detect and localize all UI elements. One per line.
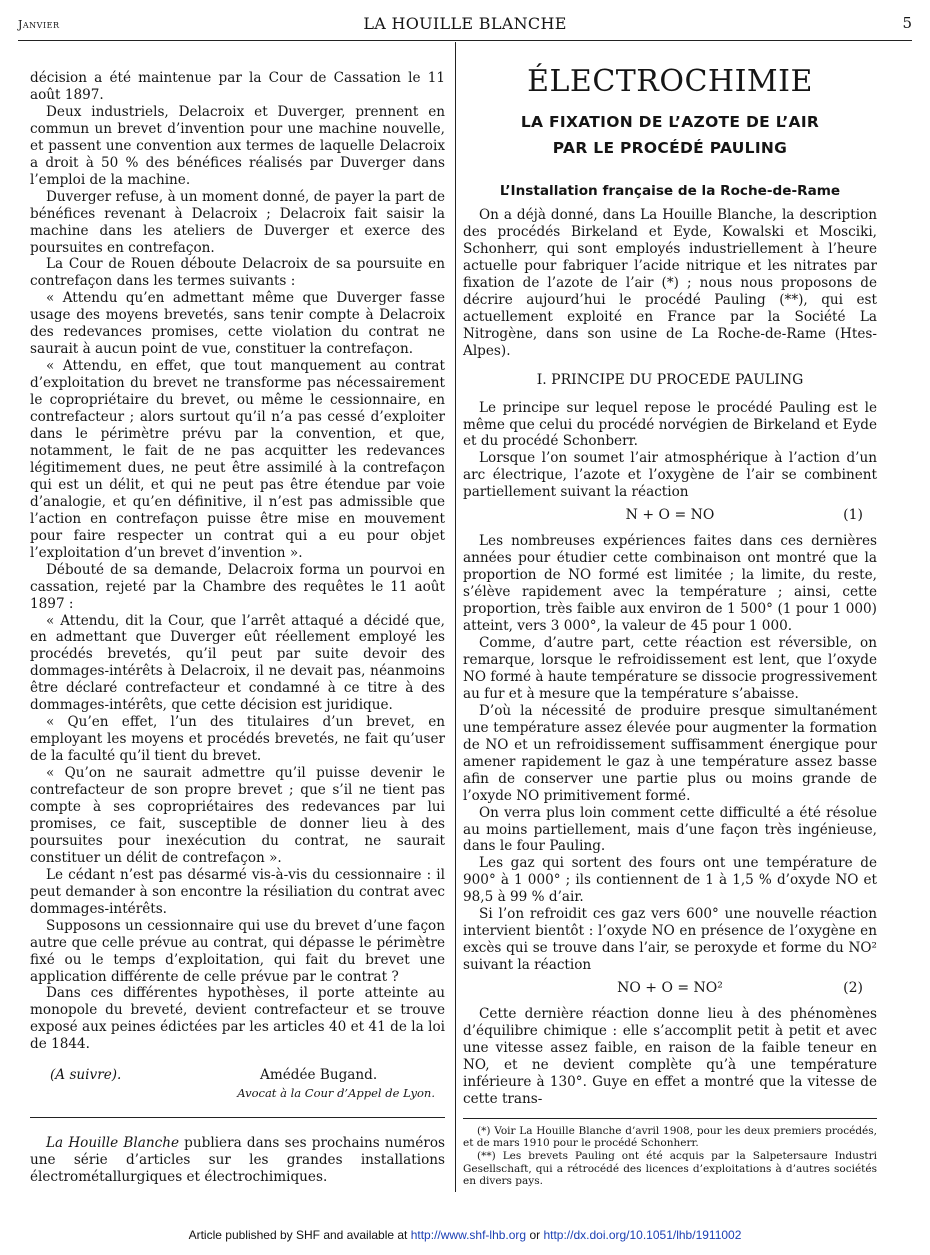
paragraph: On verra plus loin comment cette difficulté a été résolue au moins partiellement, mais d’une façon très ingénieuse, dans le four Pauling. xyxy=(463,804,877,855)
publication-credit xyxy=(0,1228,930,1242)
equation-number: (1) xyxy=(843,507,863,524)
quote-paragraph: « Qu’en effet, l’un des titulaires d’un brevet, en employant les moyens et procédés brevetés, ne fait qu’user de la faculté qu’il tient du brevet. xyxy=(30,714,445,765)
quote-paragraph: « Attendu qu’en admettant même que Duverger fasse usage des moyens brevetés, sans tenir compte à Delacroix des redevances promises, cette violation du contrat ne saurait à aucun point de vue, constituer la contrefaçon. xyxy=(30,290,445,358)
paragraph: Cette dernière réaction donne lieu à des phénomènes d’équilibre chimique : elle s’accomplit petit à petit et avec une vitesse assez faible, en raison de la faible teneur en NO, et ne devient complète qu’à une température inférieure à 130°. Guye en effet a montré que la vitesse de cette trans- xyxy=(463,1006,877,1107)
article-title-line1: LA FIXATION DE L’AZOTE DE L’AIR xyxy=(520,113,820,131)
left-column xyxy=(30,70,445,1186)
paragraph: Comme, d’autre part, cette réaction est réversible, on remarque, lorsque le refroidissement est lent, que l’oxyde NO formé à haute température se dissocie progressivement au fur et à mesure que la température s’abaisse. xyxy=(463,635,877,702)
paragraph: Débouté de sa demande, Delacroix forma un pourvoi en cassation, rejeté par la Chambre des requêtes le 11 août 1897 : xyxy=(30,561,445,612)
journal-title: LA HOUILLE BLANCHE xyxy=(363,14,567,33)
paragraph: Si l’on refroidit ces gaz vers 600° une nouvelle réaction intervient bientôt : l’oxyde NO en présence de l’oxygène en excès qui se trouve dans l’air, se peroxyde et forme du NO² suivant la réaction xyxy=(463,906,877,974)
notice-journal-name: La Houille Blanche xyxy=(46,1135,179,1152)
notice-separator xyxy=(30,1117,445,1118)
author-name: Amédée Bugand. xyxy=(260,1067,378,1084)
page-number: 5 xyxy=(902,14,912,32)
quote-paragraph: « Qu’on ne saurait admettre qu’il puisse devenir le contrefacteur de son propre brevet ; que s’il ne tient pas compte à ses copropriétaires des redevances par lui promises, ce fait, susceptible de donner lieu à des poursuites pour inexécution du contrat, ne saurait constituer un délit de contrefaçon ». xyxy=(30,765,445,866)
paragraph: Le cédant n’est pas désarmé vis-à-vis du cessionnaire : il peut demander à son encontre la résiliation du contrat avec dommages-intérêts. xyxy=(30,866,445,917)
paragraph: Le principe sur lequel repose le procédé Pauling est le même que celui du procédé norvégien de Birkeland et Eyde et du procédé Schonberr. xyxy=(463,399,877,450)
header-rule xyxy=(18,40,912,41)
equation-2 xyxy=(463,980,877,998)
paragraph: Les gaz qui sortent des fours ont une température de 900° à 1 000° ; ils contiennent de 1 à 1,5 % d’oxyde NO et 98,5 à 99 % d’air. xyxy=(463,855,877,906)
equation-expression: NO + O = NO² xyxy=(617,980,723,997)
footnote: (*) Voir La Houille Blanche d’avril 1908, pour les deux premiers procédés, et de mars 1910 pour le procédé Schonherr. xyxy=(463,1124,877,1150)
paragraph: Deux industriels, Delacroix et Duverger, prennent en commun un brevet d’invention pour une machine nouvelle, et passent une convention aux termes de laquelle Delacroix a droit à 50 % des bénéfices réalisés par Duverger dans l’emploi de la machine. xyxy=(30,103,445,188)
author-role: Avocat à la Cour d’Appel de Lyon. xyxy=(237,1086,435,1101)
credit-prefix: Article published by SHF and available at xyxy=(188,1228,411,1242)
footnote-rule xyxy=(463,1118,877,1119)
paragraph: décision a été maintenue par la Cour de Cassation le 11 août 1897. xyxy=(30,70,445,103)
to-be-continued: (A suivre). xyxy=(50,1067,122,1084)
equation-expression: N + O = NO xyxy=(625,507,715,524)
footnote: (**) Les brevets Pauling ont été acquis par la Salpetersaure Industri Gesellschaft, qui a rétrocédé des licences d’exploitations à d’autres sociétés en divers pays. xyxy=(463,1149,877,1188)
right-column xyxy=(463,64,877,1188)
equation-1 xyxy=(463,507,877,525)
quote-paragraph: « Attendu, en effet, que tout manquement au contrat d’exploitation du brevet ne transforme pas nécessairement le copropriétaire du brevet, ou même le cessionnaire, en contrefacteur ; alors surtout qu’il n’a pas cessé d’exploiter dans le périmètre prévu par la convention, et que, notamment, le fait de ne pas acquitter les redevances légitimement dues, ne peut être assimilé à la contrefaçon qui est un délit, et qui ne peut pas être étendue par voie d’analogie, et qu’en définitive, il n’est pas admissible que l’action en contrefaçon puisse être mise en mouvement pour faire respecter un contrat qui a eu pour objet l’exploitation d’un brevet d’invention ». xyxy=(30,358,445,561)
column-rule xyxy=(455,42,456,1192)
paragraph: La Cour de Rouen déboute Delacroix de sa poursuite en contrefaçon dans les termes suivants : xyxy=(30,256,445,290)
equation-number: (2) xyxy=(843,980,863,997)
section-heading: I. PRINCIPE DU PROCEDE PAULING xyxy=(536,371,804,388)
signature-row xyxy=(30,1067,445,1084)
credit-middle: or xyxy=(526,1228,544,1242)
doi-link[interactable]: http://dx.doi.org/10.1051/lhb/1911002 xyxy=(543,1228,742,1242)
intro-paragraph: On a déjà donné, dans La Houille Blanche, la description des procédés Birkeland et Eyde, Kowalski et Mosciki, Schonherr, qui sont employés industriellement à l’heure actuelle pour fabriquer l’acide nitrique et les nitrates par fixation de l’azote de l’air (*) ; nous nous proposons de décrire aujourd’hui le procédé Pauling (**), qui est actuellement exploité en France par la Société La Nitrogène, dans son usine de La Roche-de-Rame (Htes-Alpes). xyxy=(463,207,877,359)
paragraph: Duverger refuse, à un moment donné, de payer la part de bénéfices revenant à Delacroix ; Delacroix fait saisir la machine dans les ateliers de Duverger et exerce des poursuites en contrefaçon. xyxy=(30,188,445,256)
paragraph: Supposons un cessionnaire qui use du brevet d’une façon autre que celle prévue au contrat, qui dépasse le périmètre fixé ou le temps d’exploitation, qui fait du brevet une application différente de celle prévue par le contrat ? xyxy=(30,917,445,985)
paragraph: Les nombreuses expériences faites dans ces dernières années pour étudier cette combinaison ont montré que la proportion de NO formé est limitée ; la limite, du reste, s’élève rapidement avec la température ; ainsi, cette proportion, très faible aux environ de 1 500° (1 pour 1 000) atteint, vers 3 000°, la valeur de 45 pour 1 000. xyxy=(463,533,877,635)
paragraph: Dans ces différentes hypothèses, il porte atteinte au monopole du breveté, devient contrefacteur et se trouve exposé aux peines édictées par les articles 40 et 41 de la loi de 1844. xyxy=(30,985,445,1053)
footnotes xyxy=(463,1125,877,1188)
quote-paragraph: « Attendu, dit la Cour, que l’arrêt attaqué a décidé que, en admettant que Duverger eût réellement employé les procédés brevetés, qu’il peut par suite devoir des dommages-intérêts à Delacroix, il ne devait pas, néanmoins être déclaré contrefacteur et condamné à ce titre à des dommages-intérêts, que cette décision est juridique. xyxy=(30,612,445,714)
header-month: Janvier xyxy=(18,18,60,31)
notice-text: publiera dans ses prochains numéros une série d’articles sur les grandes installations électrométallurgiques et électrochimiques. xyxy=(30,1135,445,1186)
paragraph: Lorsque l’on soumet l’air atmosphérique à l’action d’un arc électrique, l’azote et l’oxygène de l’air se combinent partiellement suivant la réaction xyxy=(463,450,877,501)
shf-link[interactable]: http://www.shf-lhb.org xyxy=(410,1228,527,1242)
paragraph: D’où la nécessité de produire presque simultanément une température assez élevée pour augmenter la formation de NO et un refroidissement suffisamment énergique pour amener rapidement le gaz à une température assez basse afin de conserver une partie plus ou moins grande de l’oxyde NO primitivement formé. xyxy=(463,702,877,804)
article-subtitle: L’Installation française de la Roche-de-Rame xyxy=(499,183,841,199)
editorial-notice xyxy=(30,1135,445,1186)
page-header xyxy=(18,14,912,40)
section-title: ÉLECTROCHIMIE xyxy=(527,64,813,99)
article-title-line2: PAR LE PROCÉDÉ PAULING xyxy=(552,139,788,157)
